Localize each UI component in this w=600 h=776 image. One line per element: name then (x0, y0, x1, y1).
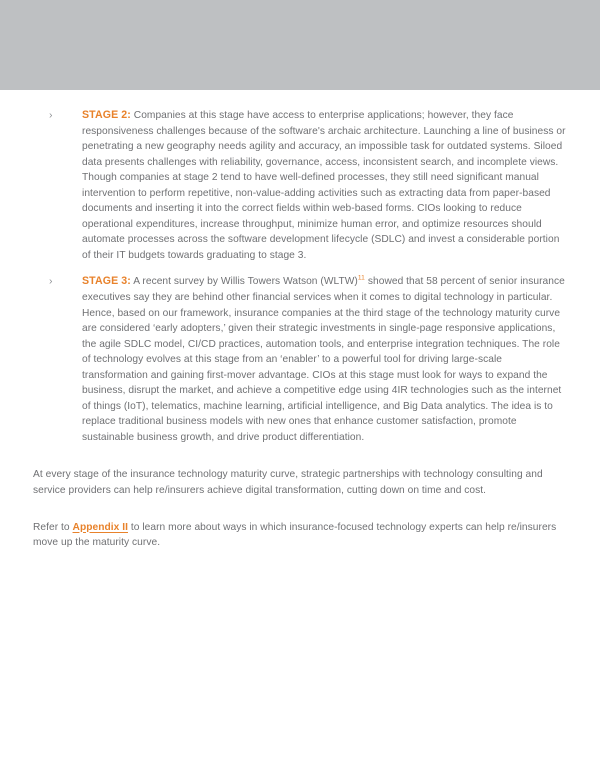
closing-text-before-link: Refer to (33, 521, 73, 533)
stage-3-paragraph (82, 274, 567, 445)
list-item (33, 108, 567, 263)
stage-2-paragraph (82, 108, 567, 263)
closing-text-after-link: to learn more about ways in which insurance-focused technology experts can help re/insurers move up the maturity curve. (33, 521, 557, 549)
document-content (33, 108, 567, 551)
footnote-reference[interactable]: 11 (357, 275, 365, 283)
stage-3-text-after-footnote: showed that 58 percent of senior insurance executives say they are behind other financial services when it comes to digital technology in particular. Hence, based on our framework, insurance companies at the third stage of the technology maturity curve are considered ‘early adopters,’ given their strategic investments in single-page responsive applications, the agile SDLC model, CI/CD practices, automation tools, and enterprise integration techniques. The role of technology evolves at this stage from an ‘enabler’ to a powerful tool for driving large-scale transformation and gaining first-mover advantage. CIOs at this stage must look for ways to expand the business, disrupt the market, and achieve a competitive edge using 4IR technologies such as the internet of things (IoT), telematics, machine learning, artificial intelligence, and Big Data analytics. The idea is to replace traditional business models with new ones that enhance customer satisfaction, promote sustainable business growth, and drive product differentiation. (82, 276, 565, 443)
chevron-right-icon: › (49, 109, 53, 121)
stage-3-text-before-footnote: A recent survey by Willis Towers Watson (WLTW) (130, 276, 358, 288)
closing-paragraph-two (33, 520, 567, 551)
stage-2-text: Companies at this stage have access to enterprise applications; however, they face responsiveness challenges because of the software's archaic architecture. Launching a line of business or penetrating a new geography needs agility and accuracy, an impossible task for outdated systems. Siloed data presents challenges with reliability, governance, access, inconsistent search, and incomplete views. Though companies at stage 2 tend to have well-defined processes, they still need significant manual intervention to perform repetitive, non-value-adding activities such as extracting data from paper-based documents and inserting it into the correct fields within web-based forms. CIOs looking to reduce operational expenditures, increase throughput, minimize human error, and optimize resources should automate processes across the software development lifecycle (SDLC) and invest a considerable portion of their IT budgets towards graduating to stage 3. (82, 110, 566, 261)
chevron-right-icon: › (49, 275, 53, 288)
list-item (33, 274, 567, 445)
closing-paragraph-one: At every stage of the insurance technology maturity curve, strategic partnerships with technology consulting and service providers can help re/insurers achieve digital transformation, cutting down on time and cost. (33, 469, 543, 497)
appendix-ii-link[interactable]: Appendix II (72, 521, 128, 533)
stage-3-label: STAGE 3: (82, 275, 131, 288)
stage-2-label: STAGE 2: (82, 109, 131, 121)
header-band (0, 0, 600, 90)
